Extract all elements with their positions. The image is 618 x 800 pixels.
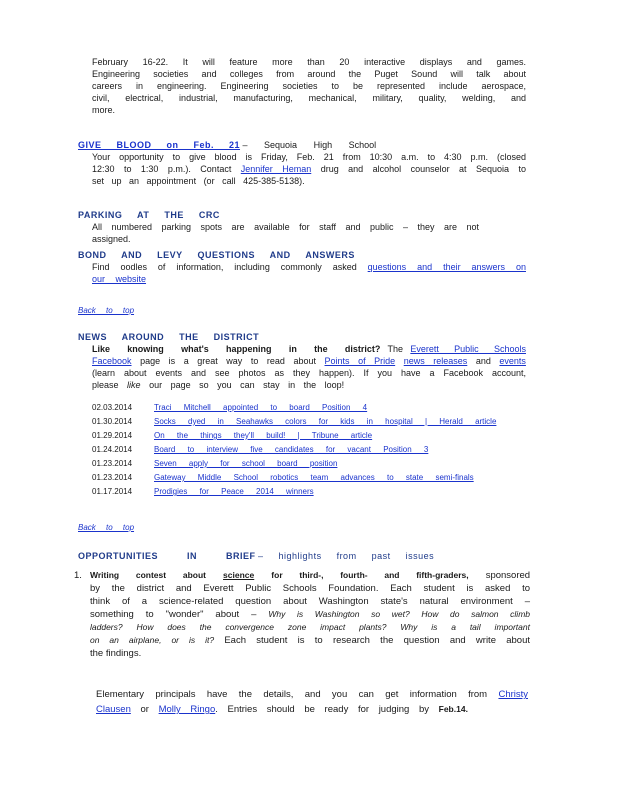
intro-line: Engineering societies and colleges from around the Puget Sound will talk about bbox=[92, 69, 526, 79]
news-heading: NEWS AROUND THE DISTRICT bbox=[78, 332, 260, 342]
parking-line: All numbered parking spots are available for staff and public – they are not assigned. bbox=[92, 222, 480, 244]
points-of-pride-link[interactable]: Points of Pride bbox=[324, 356, 396, 366]
bond-heading: BOND AND LEVY QUESTIONS AND ANSWERS bbox=[78, 250, 355, 260]
opp-line: Writing contest about science for third-, fourth- and fifth-graders, sponsored bbox=[90, 570, 531, 581]
parking-heading: PARKING AT THE CRC bbox=[78, 210, 220, 220]
list-item bbox=[92, 472, 526, 486]
bond-line: Find oodles of information, including commonly asked questions and their answers on bbox=[92, 262, 526, 272]
news-title-link[interactable]: Socks dyed in Seahawks colors for kids in hospital | Herald article bbox=[154, 417, 497, 426]
news-title-link[interactable]: Traci Mitchell appointed to board Position 4 bbox=[154, 403, 368, 412]
blood-heading bbox=[78, 139, 526, 151]
opportunities-heading: OPPORTUNITIES IN BRIEF – highlights from past issues bbox=[78, 551, 435, 561]
news-date: 01.23.2014 bbox=[92, 459, 133, 468]
jennifer-heman-link[interactable]: Jennifer Heman bbox=[240, 164, 312, 174]
intro-line: civil, electrical, industrial, manufacturing, mechanical, military, quality, welding, and bbox=[92, 93, 526, 103]
back-to-top-link[interactable]: Back to top bbox=[78, 306, 135, 315]
opp-line: something to "wonder" about – Why is Washington so wet? How do salmon climb bbox=[90, 609, 531, 620]
intro-line: February 16-22. It will feature more than 20 interactive displays and games. bbox=[92, 57, 526, 67]
list-item bbox=[92, 402, 526, 416]
blood-line: 12:30 to 1:30 p.m.). Contact Jennifer Heman drug and alcohol counselor at Sequoia to bbox=[92, 164, 526, 174]
opp-line: by the district and Everett Public Schools Foundation. Each student is asked to bbox=[90, 583, 530, 594]
blood-heading-rest: – Sequoia High School bbox=[242, 140, 377, 150]
list-item bbox=[92, 444, 526, 458]
principals-paragraph bbox=[96, 688, 528, 717]
news-title-link[interactable]: Prodigies for Peace 2014 winners bbox=[154, 487, 314, 496]
our-website-link[interactable]: our website bbox=[92, 274, 147, 284]
intro-line: careers in engineering. Engineering societies to be represented include aerospace, bbox=[92, 81, 526, 91]
opp-line: the findings. bbox=[90, 648, 142, 659]
news-title-link[interactable]: Board to interview five candidates for vacant Position 3 bbox=[154, 445, 429, 454]
christy-clausen-link[interactable]: Christy bbox=[498, 689, 529, 700]
intro-paragraph bbox=[92, 56, 526, 116]
molly-ringo-link[interactable]: Molly Ringo bbox=[158, 704, 216, 715]
blood-section bbox=[78, 139, 526, 187]
news-title-link[interactable]: On the things they'll build! | Tribune article bbox=[154, 431, 373, 440]
news-title-link[interactable]: Gateway Middle School robotics team advances to state semi-finals bbox=[154, 473, 474, 482]
principals-line: Clausen or Molly Ringo. Entries should be ready for judging by Feb.14. bbox=[96, 704, 468, 715]
blood-line: Your opportunity to give blood is Friday, Feb. 21 from 10:30 a.m. to 4:30 p.m. (closed bbox=[92, 152, 526, 162]
list-item bbox=[92, 486, 526, 500]
intro-line: more. bbox=[92, 105, 116, 115]
parking-section bbox=[78, 209, 526, 245]
opp-line: ladders? How does the convergence zone impact plants? Why is a tail important bbox=[90, 622, 530, 632]
events-link[interactable]: events bbox=[499, 356, 526, 366]
opportunity-item-1 bbox=[74, 569, 530, 660]
list-item bbox=[92, 416, 526, 430]
christy-clausen-link[interactable]: Clausen bbox=[96, 704, 131, 715]
news-title-link[interactable]: Seven apply for school board position bbox=[154, 459, 338, 468]
news-date: 01.23.2014 bbox=[92, 473, 133, 482]
news-date: 01.30.2014 bbox=[92, 417, 133, 426]
news-list bbox=[92, 402, 526, 500]
opp-line: think of a science-related question about Washington state's natural environment – bbox=[90, 596, 530, 607]
list-number: 1. bbox=[74, 570, 82, 581]
blood-line: set up an appointment (or call 425-385-5138). bbox=[92, 176, 305, 186]
everett-public-schools-link[interactable]: Everett Public Schools bbox=[410, 344, 526, 354]
news-line: Facebook page is a great way to read about Points of Pride news releases and events bbox=[92, 356, 526, 366]
questions-answers-link[interactable]: questions and their answers on bbox=[367, 262, 526, 272]
back-to-top-link[interactable]: Back to top bbox=[78, 523, 135, 532]
news-date: 02.03.2014 bbox=[92, 403, 133, 412]
news-date: 01.24.2014 bbox=[92, 445, 133, 454]
opportunities-section bbox=[78, 550, 528, 562]
news-date: 01.29.2014 bbox=[92, 431, 133, 440]
news-line: Like knowing what's happening in the district? The Everett Public Schools bbox=[92, 344, 526, 354]
facebook-link[interactable]: Facebook bbox=[92, 356, 132, 366]
news-date: 01.17.2014 bbox=[92, 487, 133, 496]
news-section bbox=[78, 331, 526, 500]
blood-heading-link[interactable]: GIVE BLOOD on Feb. 21 bbox=[78, 140, 241, 150]
list-item bbox=[92, 430, 526, 444]
opp-line: on an airplane, or is it? Each student is to research the question and write about bbox=[90, 635, 531, 646]
news-line: (learn about events and see photos as they happen). If you have a Facebook account, bbox=[92, 368, 526, 378]
list-item bbox=[92, 458, 526, 472]
news-releases-link[interactable]: news releases bbox=[403, 356, 468, 366]
bond-section bbox=[78, 249, 526, 285]
bond-line bbox=[92, 273, 526, 285]
principals-line: Elementary principals have the details, and you can get information from Christy bbox=[96, 689, 529, 700]
news-line: please like our page so you can stay in the loop! bbox=[92, 380, 345, 390]
